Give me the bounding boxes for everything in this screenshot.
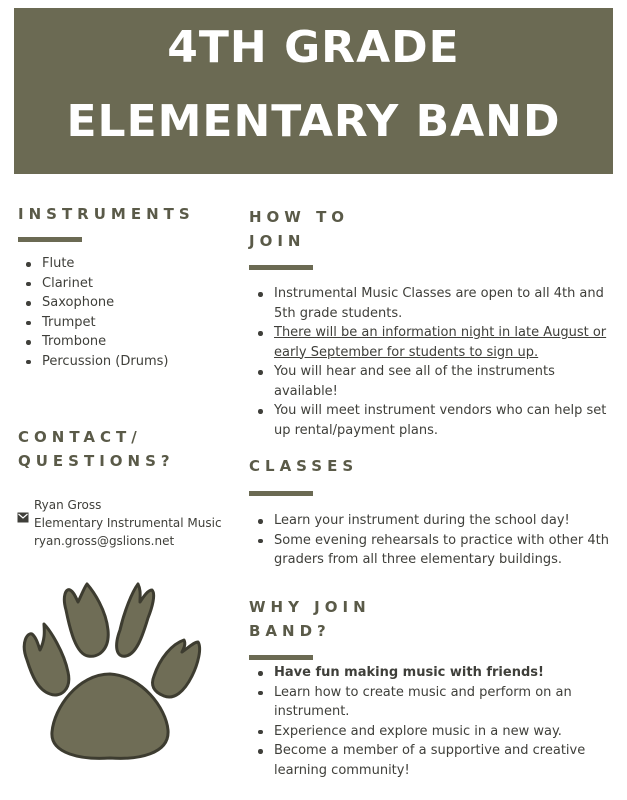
contact-heading-line-2: QUESTIONS? <box>18 452 175 470</box>
list-item: Become a member of a supportive and creative learning community! <box>256 741 616 780</box>
contact-info <box>34 496 222 550</box>
contact-name: Ryan Gross <box>34 498 102 512</box>
why-join-heading <box>249 595 371 643</box>
instruments-divider <box>18 237 82 242</box>
list-item: You will hear and see all of the instruments available! <box>256 362 616 401</box>
list-item: Learn your instrument during the school day! <box>256 511 616 531</box>
contact-role: Elementary Instrumental Music <box>34 516 222 530</box>
how-to-join-divider <box>249 265 313 270</box>
list-item: Trumpet <box>24 313 224 333</box>
how-to-join-heading <box>249 205 349 253</box>
how-to-join-heading-line-2: JOIN <box>249 232 306 250</box>
list-item: Percussion (Drums) <box>24 352 224 372</box>
contact-email[interactable]: ryan.gross@gslions.net <box>34 534 175 548</box>
classes-list <box>256 511 616 570</box>
list-item: Flute <box>24 254 224 274</box>
instruments-heading: INSTRUMENTS <box>18 205 195 223</box>
why-join-heading-line-1: WHY JOIN <box>249 598 371 616</box>
title-line-1: 4TH GRADE <box>167 22 460 73</box>
classes-heading: CLASSES <box>249 457 359 475</box>
why-join-list <box>256 663 616 780</box>
why-join-divider <box>249 655 313 660</box>
title-banner <box>14 8 613 174</box>
list-item: Trombone <box>24 332 224 352</box>
mail-icon <box>17 512 29 523</box>
title-line-2: ELEMENTARY BAND <box>66 96 561 147</box>
how-to-join-heading-line-1: HOW TO <box>249 208 350 226</box>
why-join-heading-line-2: BAND? <box>249 622 331 640</box>
instruments-list <box>24 254 224 371</box>
paw-print-icon <box>14 582 204 764</box>
how-to-join-list <box>256 284 616 440</box>
list-item: Some evening rehearsals to practice with other 4th graders from all three elementary buildings. <box>256 531 616 570</box>
list-item: Instrumental Music Classes are open to all 4th and 5th grade students. <box>256 284 616 323</box>
list-item: There will be an information night in late August or early September for students to sign up. <box>256 323 616 362</box>
classes-divider <box>249 491 313 496</box>
list-item: Experience and explore music in a new way. <box>256 722 616 742</box>
contact-heading <box>18 425 175 473</box>
list-item: Learn how to create music and perform on an instrument. <box>256 683 616 722</box>
list-item: Have fun making music with friends! <box>256 663 616 683</box>
list-item: Clarinet <box>24 274 224 294</box>
contact-heading-line-1: CONTACT/ <box>18 428 142 446</box>
list-item: Saxophone <box>24 293 224 313</box>
list-item: You will meet instrument vendors who can help set up rental/payment plans. <box>256 401 616 440</box>
